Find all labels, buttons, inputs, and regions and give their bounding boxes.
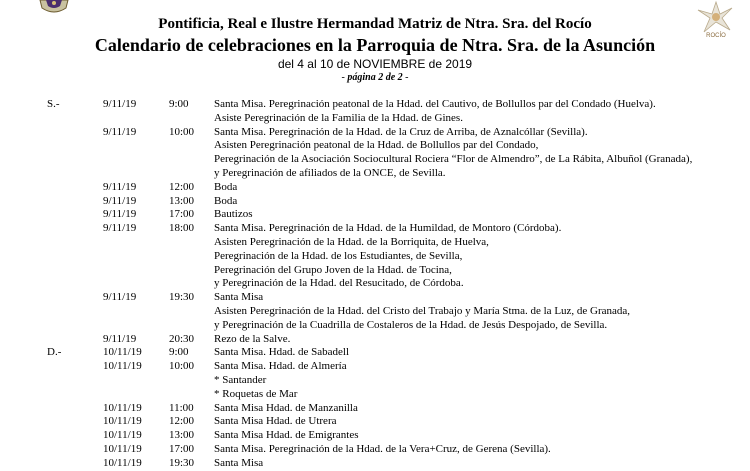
time-cell: 17:00: [169, 442, 195, 455]
time-cell: 20:30: [169, 332, 195, 345]
schedule-row: [0, 374, 750, 388]
schedule-row: [0, 443, 750, 457]
schedule-row: [0, 291, 750, 305]
description-cell: Santa Misa: [214, 291, 264, 304]
description-cell: Santa Misa. Peregrinación de la Hdad. de la Cruz de Arriba, de Aznalcóllar (Sevilla).: [214, 125, 588, 138]
description-cell: Santa Misa. Peregrinación de la Hdad. de la Vera+Cruz, de Gerena (Sevilla).: [214, 442, 551, 455]
time-cell: 18:00: [169, 222, 195, 235]
description-cell: y Peregrinación de afiliados de la ONCE, de Sevilla.: [214, 166, 446, 179]
description-cell: Santa Misa Hdad. de Manzanilla: [214, 401, 358, 414]
page-prefix: -: [341, 72, 348, 83]
schedule-row: [0, 236, 750, 250]
description-cell: Asiste Peregrinación de la Familia de la Hdad. de Gines.: [214, 111, 463, 124]
description-cell: * Santander: [214, 373, 267, 386]
date-cell: 10/11/19: [103, 429, 142, 442]
description-cell: Santa Misa Hdad. de Utrera: [214, 415, 337, 428]
description-cell: Asisten Peregrinación de la Hdad. de la Borriquita, de Huelva,: [214, 235, 489, 248]
schedule-row: [0, 139, 750, 153]
date-cell: 10/11/19: [103, 401, 142, 414]
date-cell: 10/11/19: [103, 456, 142, 469]
schedule-row: [0, 181, 750, 195]
schedule-row: [0, 153, 750, 167]
description-cell: Peregrinación del Grupo Joven de la Hdad. de Tocina,: [214, 263, 452, 276]
time-cell: 13:00: [169, 429, 195, 442]
brotherhood-name: Pontificia, Real e Ilustre Hermandad Matriz de Ntra. Sra. del Rocío: [158, 16, 592, 32]
page-suffix: -: [402, 72, 409, 83]
time-cell: 10:00: [169, 125, 195, 138]
schedule-row: [0, 98, 750, 112]
date-cell: 10/11/19: [103, 415, 142, 428]
date-cell: 9/11/19: [103, 194, 137, 207]
description-cell: Rezo de la Salve.: [214, 332, 291, 345]
description-cell: y Peregrinación de la Cuadrilla de Costaleros de la Hdad. de Jesús Despojado, de Sevilla.: [214, 318, 608, 331]
time-cell: 9:00: [169, 98, 189, 110]
schedule-row: [0, 388, 750, 402]
schedule-row: [0, 222, 750, 236]
schedule-row: [0, 167, 750, 181]
page-title: Calendario de celebraciones en la Parroquia de Ntra. Sra. de la Asunción: [94, 35, 656, 55]
description-cell: Peregrinación de la Asociación Sociocultural Rociera “Flor de Almendro”, de La Rábita, Albuñol (Granada),: [214, 153, 693, 166]
page-indicator: [0, 72, 750, 84]
description-cell: Peregrinación de la Hdad. de los Estudiantes, de Sevilla,: [214, 249, 463, 262]
schedule-row: [0, 126, 750, 140]
description-cell: Asisten Peregrinación de la Hdad. del Cristo del Trabajo y María Stma. de la Luz, de Granada,: [214, 304, 631, 317]
date-cell: 9/11/19: [103, 332, 137, 345]
description-cell: Santa Misa. Hdad. de Almería: [214, 360, 347, 373]
time-cell: 19:30: [169, 291, 195, 304]
date-cell: 9/11/19: [103, 98, 137, 110]
schedule-row: [0, 264, 750, 278]
time-cell: 10:00: [169, 360, 195, 373]
date-cell: 9/11/19: [103, 291, 137, 304]
schedule-row: [0, 415, 750, 429]
description-cell: Santa Misa Hdad. de Emigrantes: [214, 429, 359, 442]
page-label: página 2 de 2: [347, 72, 403, 83]
description-cell: Santa Misa. Peregrinación de la Hdad. de la Humildad, de Montoro (Córdoba).: [214, 222, 562, 235]
description-cell: Santa Misa: [214, 456, 264, 469]
description-cell: Santa Misa. Hdad. de Sabadell: [214, 346, 350, 359]
time-cell: 11:00: [169, 401, 194, 414]
description-cell: Boda: [214, 180, 238, 193]
schedule-row: [0, 333, 750, 347]
date-cell: 9/11/19: [103, 180, 137, 193]
description-cell: Asisten Peregrinación peatonal de la Hdad. de Bollullos par del Condado,: [214, 139, 539, 152]
schedule-row: [0, 402, 750, 416]
day-cell: S.-: [47, 98, 60, 110]
time-cell: 9:00: [169, 346, 189, 359]
time-cell: 13:00: [169, 194, 195, 207]
date-cell: 9/11/19: [103, 208, 137, 221]
date-cell: 10/11/19: [103, 346, 142, 359]
schedule-row: [0, 457, 750, 471]
schedule-row: [0, 360, 750, 374]
date-cell: 9/11/19: [103, 125, 137, 138]
brotherhood-emblem-icon: [34, 0, 74, 14]
time-cell: 19:30: [169, 456, 195, 469]
time-cell: 17:00: [169, 208, 195, 221]
description-cell: Boda: [214, 194, 238, 207]
description-cell: y Peregrinación de la Hdad. del Resucitado, de Córdoba.: [214, 277, 464, 290]
schedule-row: [0, 277, 750, 291]
date-cell: 9/11/19: [103, 222, 137, 235]
date-cell: 10/11/19: [103, 360, 142, 373]
description-cell: * Roquetas de Mar: [214, 387, 298, 400]
schedule-row: [0, 319, 750, 333]
schedule-row: [0, 305, 750, 319]
schedule-row: [0, 112, 750, 126]
logo-text: ROCÍO: [706, 33, 726, 39]
schedule-row: [0, 195, 750, 209]
time-cell: 12:00: [169, 415, 195, 428]
schedule-table: [0, 98, 750, 471]
description-cell: Santa Misa. Peregrinación peatonal de la Hdad. del Cautivo, de Bollullos par del Condado (Huelva).: [214, 98, 656, 110]
date-range: del 4 al 10 de NOVIEMBRE de 2019: [277, 57, 473, 71]
schedule-row: [0, 346, 750, 360]
schedule-row: [0, 250, 750, 264]
date-cell: 10/11/19: [103, 442, 142, 455]
time-cell: 12:00: [169, 180, 195, 193]
description-cell: Bautizos: [214, 208, 253, 221]
schedule-row: [0, 429, 750, 443]
schedule-row: [0, 208, 750, 222]
day-cell: D.-: [47, 346, 62, 359]
